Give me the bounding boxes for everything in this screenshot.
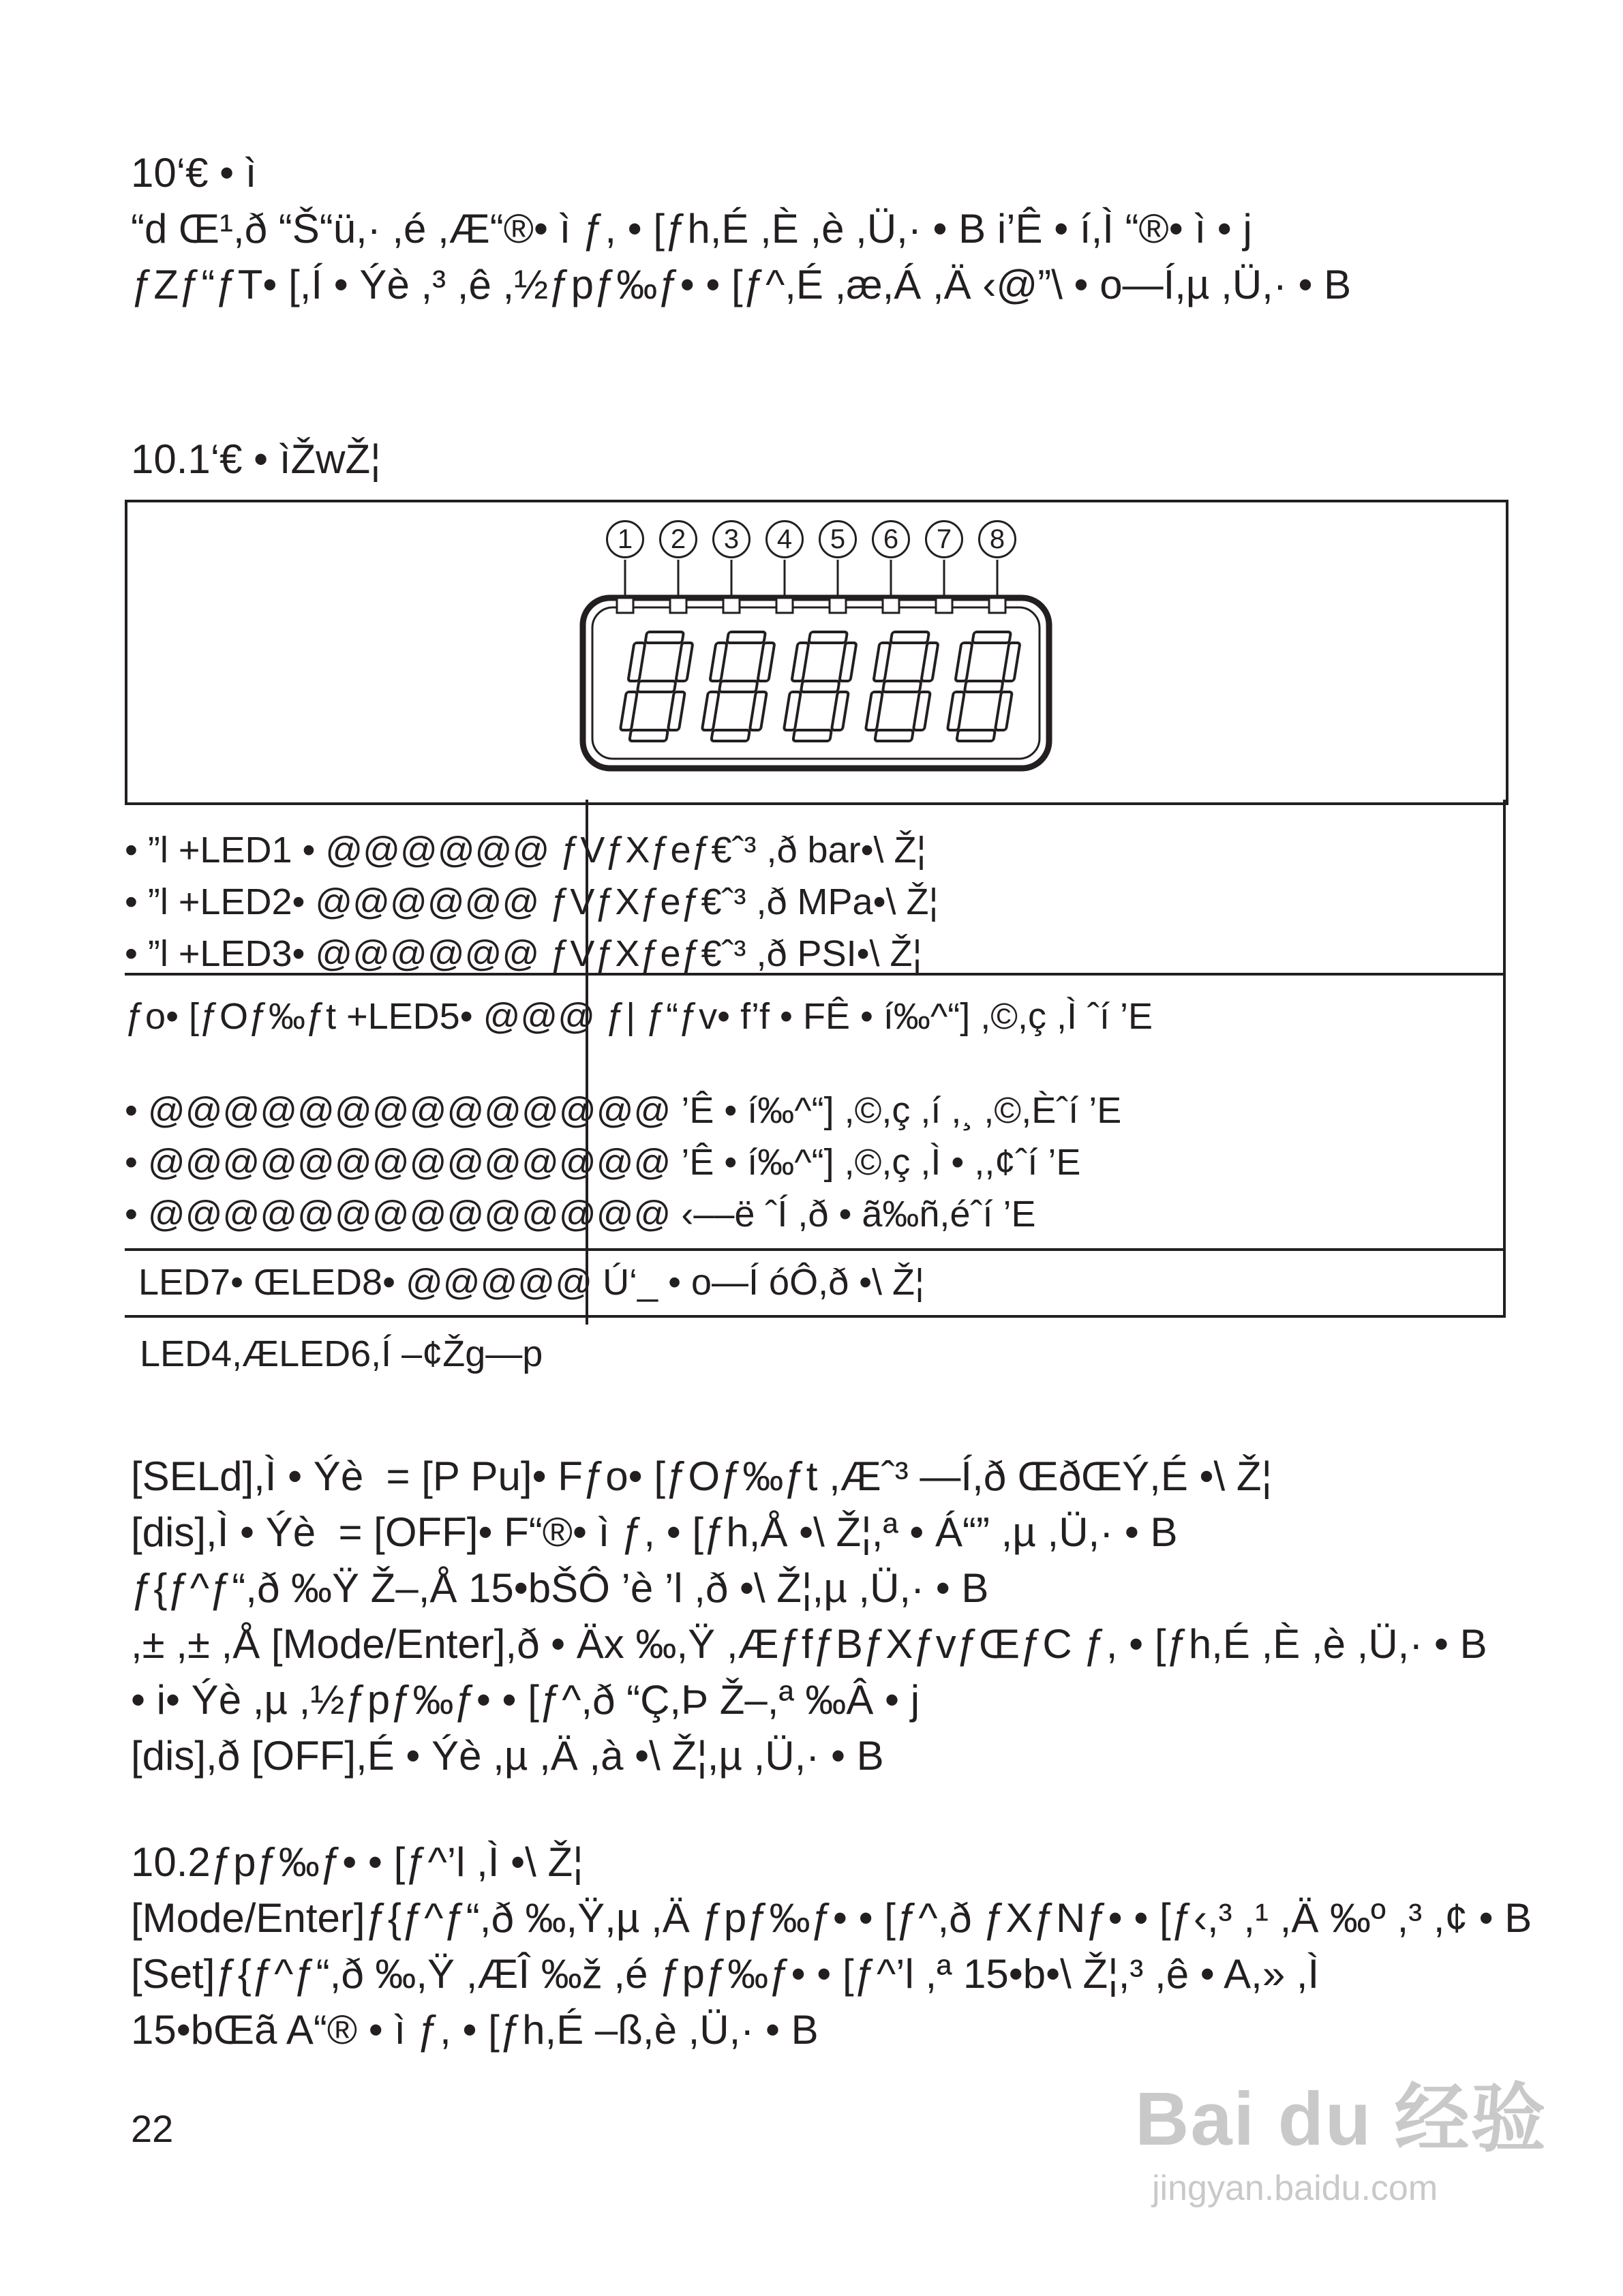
intro-line-2: ƒZƒ“ƒT• [,Í • Ýè ,³ ,ê ,½ƒpƒ‰ƒ• • [ƒ^,É ,æ,Á ,Ä ‹@”\ • o—Í,µ ,Ü,· • B xyxy=(131,262,1352,307)
digit-3-segment-6 xyxy=(791,643,808,681)
table-row-2: • ”l +LED2• @@@@@@ ƒVƒXƒeƒ€ˆ³ ,ð MPa•\ Ž¦ xyxy=(125,881,939,922)
digit-5-segment-7 xyxy=(965,681,1003,692)
digit-5-segment-4 xyxy=(956,730,995,741)
digit-3-segment-3 xyxy=(832,692,849,730)
led-marker-5: 5 xyxy=(819,520,857,558)
watermark-text: Bai du 经验 xyxy=(1135,2077,1547,2161)
baidu-watermark xyxy=(1135,2059,1547,2166)
display-frame-inner xyxy=(592,607,1040,759)
display-svg xyxy=(127,502,1506,802)
digit-2-segment-4 xyxy=(711,730,750,741)
digit-4-segment-6 xyxy=(873,643,890,681)
digit-5-segment-6 xyxy=(955,643,972,681)
led-marker-7: 7 xyxy=(925,520,963,558)
digit-5-segment-5 xyxy=(947,692,965,730)
display-digits xyxy=(618,632,1022,741)
digit-2-segment-5 xyxy=(702,692,719,730)
section1-heading: 10.1‘€ • ìŽwŽ¦ xyxy=(131,436,381,482)
table-row-6: • @@@@@@@@@@@@@@ ’Ê • í‰^“] ,©,ç ,Ì • ,,¢ˆí ’E xyxy=(125,1142,1081,1183)
digit-2-segment-2 xyxy=(757,643,774,681)
digit-4-segment-5 xyxy=(866,692,883,730)
para1-line-2: [dis],Ì • Ýè = [OFF]• F“®• ì ƒ, • [ƒh,Å •\ Ž¦,ª • Á“” ,µ ,Ü,· • B xyxy=(131,1509,1178,1555)
digit-1-segment-4 xyxy=(629,730,668,741)
digit-4-segment-7 xyxy=(883,681,922,692)
led-marker-4: 4 xyxy=(765,520,804,558)
digit-3-segment-5 xyxy=(784,692,801,730)
section2-line-1: [Mode/Enter]ƒ{ƒ^ƒ“,ð ‰,Ÿ,µ ,Ä ƒpƒ‰ƒ• • [ƒ^,ð ƒXƒNƒ• • [ƒ‹,³ ,¹ ,Ä ‰º ,³ ,¢ • B xyxy=(131,1895,1532,1941)
digit-1-segment-6 xyxy=(628,643,645,681)
led-box-8 xyxy=(989,598,1005,613)
digit-5-segment-1 xyxy=(972,632,1011,643)
digit-5 xyxy=(945,632,1022,741)
led-box-3 xyxy=(723,598,740,613)
digit-3-segment-1 xyxy=(808,632,847,643)
intro-heading: 10‘€ • ì xyxy=(131,150,257,196)
digit-3-segment-2 xyxy=(839,643,856,681)
digit-1-segment-7 xyxy=(637,681,676,692)
digit-2-segment-3 xyxy=(750,692,767,730)
led-marker-6: 6 xyxy=(872,520,910,558)
digit-3 xyxy=(782,632,858,741)
digit-4 xyxy=(864,632,940,741)
para1-line-4: ,± ,± ,Å [Mode/Enter],ð • Äx ‰,Ÿ ,ÆƒfƒBƒXƒvƒŒƒC ƒ, • [ƒh,É ,È ,è ,Ü,· • B xyxy=(131,1621,1487,1667)
table-divider-vertical xyxy=(586,800,588,1325)
para1-line-1: [SELd],Ì • Ýè = [P Pu]• Fƒo• [ƒOƒ‰ƒt ,Æˆ³ —Í,ð ŒðŒÝ,É •\ Ž¦ xyxy=(131,1453,1273,1499)
table-row-8: LED7• ŒLED8• @@@@@ Ú‘_ • o—Í óÔ,ð •\ Ž¦ xyxy=(138,1262,925,1303)
digit-1-segment-1 xyxy=(645,632,684,643)
table-row-4: ƒo• [ƒOƒ‰ƒt +LED5• @@@ ƒ| ƒ“ƒv• f’f • FÊ • í‰^“] ,©,ç ,Ì ˆí ’E xyxy=(125,996,1153,1037)
section2-line-3: 15•bŒã A“® • ì ƒ, • [ƒh,É –ß,è ,Ü,· • B xyxy=(131,2007,819,2053)
led-marker-1: 1 xyxy=(606,520,644,558)
led-box-7 xyxy=(936,598,952,613)
digit-3-segment-7 xyxy=(801,681,840,692)
digit-2-segment-6 xyxy=(710,643,727,681)
para1-line-3: ƒ{ƒ^ƒ“,ð ‰Ÿ Ž–,Å 15•bŠÔ ’è ’l ,ð •\ Ž¦,µ ,Ü,· • B xyxy=(131,1565,989,1611)
display-frame xyxy=(583,598,1049,768)
digit-5-segment-2 xyxy=(1003,643,1020,681)
digit-2 xyxy=(700,632,776,741)
digit-1-segment-5 xyxy=(620,692,637,730)
digit-2-segment-7 xyxy=(719,681,758,692)
table-row-5: • @@@@@@@@@@@@@@ ’Ê • í‰^“] ,©,ç ,í ,¸ ,©,Èˆí ’E xyxy=(125,1090,1122,1131)
led-table xyxy=(125,800,1506,1325)
led-box-6 xyxy=(883,598,899,613)
led-marker-8: 8 xyxy=(978,520,1016,558)
section2-heading: 10.2ƒpƒ‰ƒ• • [ƒ^’l ,Ì •\ Ž¦ xyxy=(131,1839,583,1885)
para1-line-6: [dis],ð [OFF],É • Ýè ,µ ,Ä ,à •\ Ž¦,µ ,Ü,· • B xyxy=(131,1733,884,1779)
table-row-7: • @@@@@@@@@@@@@@ ‹––ë ˆÍ ,ð • ã‰ñ,éˆí ’E xyxy=(125,1194,1036,1235)
page-number: 22 xyxy=(131,2107,174,2150)
digit-2-segment-1 xyxy=(727,632,765,643)
digit-4-segment-2 xyxy=(921,643,938,681)
digit-4-segment-1 xyxy=(890,632,929,643)
led-ticks xyxy=(617,560,1005,613)
table-rule-2 xyxy=(125,1248,1506,1251)
led-box-1 xyxy=(617,598,633,613)
led-marker-3: 3 xyxy=(712,520,750,558)
intro-line-1: “d Œ¹,ð “Š“ü,· ,é ,Æ“®• ì ƒ, • [ƒh,É ,È ,è ,Ü,· • B i’Ê • í,Ì “®• ì • j xyxy=(131,206,1252,252)
digit-1 xyxy=(618,632,695,741)
digit-5-segment-3 xyxy=(995,692,1012,730)
digit-4-segment-4 xyxy=(875,730,913,741)
table-rule-bottom xyxy=(125,1315,1506,1318)
digit-1-segment-3 xyxy=(668,692,685,730)
table-border-right xyxy=(1503,800,1506,1315)
digit-1-segment-2 xyxy=(676,643,693,681)
para1-line-5: • i• Ýè ,µ ,½ƒpƒ‰ƒ• • [ƒ^,ð “Ç,Þ Ž–,ª ‰Â • j xyxy=(131,1677,920,1723)
section2-line-2: [Set]ƒ{ƒ^ƒ“,ð ‰,Ÿ ,ÆÎ ‰ž ,é ƒpƒ‰ƒ• • [ƒ^’l ,ª 15•b•\ Ž¦,³ ,ê • A,» ,Ì xyxy=(131,1951,1320,1997)
digit-3-segment-4 xyxy=(793,730,832,741)
watermark-url: jingyan.baidu.com xyxy=(1152,2169,1438,2208)
table-note: LED4,ÆLED6,Í –¢Žg—p xyxy=(140,1333,543,1374)
led-box-4 xyxy=(776,598,793,613)
led-box-5 xyxy=(830,598,846,613)
led-marker-2: 2 xyxy=(659,520,697,558)
table-row-3: • ”l +LED3• @@@@@@ ƒVƒXƒeƒ€ˆ³ ,ð PSI•\ Ž¦ xyxy=(125,933,922,974)
table-row-1: • ”l +LED1 • @@@@@@ ƒVƒXƒeƒ€ˆ³ ,ð bar•\ Ž¦ xyxy=(125,830,926,871)
led-box-2 xyxy=(670,598,686,613)
display-diagram xyxy=(125,500,1508,805)
digit-4-segment-3 xyxy=(913,692,930,730)
